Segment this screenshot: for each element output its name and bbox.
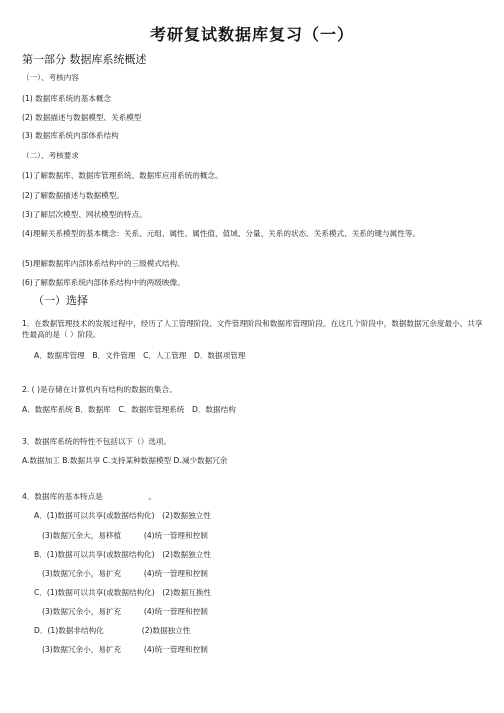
question-2-text: 2. ( )是存储在计算机内有结构的数据的集合。 [22, 385, 177, 394]
page-title: 考研复试数据库复习（一） [149, 25, 354, 44]
exam-content-item: (3) 数据库系统内部体系结构 [22, 131, 119, 140]
question-1-options: A．数据库管理 B．文件管理 C．人工管理 D．数据项管理 [34, 351, 246, 360]
question-4-option-line: (3)数据冗余大，易移植 (4)统一管理和控制 [42, 531, 208, 540]
exam-requirement-item: (2)了解数据描述与数据模型。 [22, 191, 124, 200]
exam-requirement-item: (3)了解层次模型、网状模型的特点。 [22, 210, 147, 219]
exam-requirement-item: (5)理解数据库内部体系结构中的三级模式结构。 [22, 259, 185, 268]
question-4-text: 4．数据库的基本特点是 。 [22, 492, 156, 501]
question-1-text: 1．在数据管理技术的发展过程中，经历了人工管理阶段、文件管理阶段和数据库管理阶段。在这几个阶段中，数据数据冗余度最小、共享性最高的是（ ）阶段。 [22, 319, 483, 339]
exam-requirement-item: (4)理解关系模型的基本概念：关系、元组、属性、属性值、值域、分量、关系的状态、关系模式、关系的键与属性等。 [22, 229, 421, 238]
question-4-option-line: D．(1)数据非结构化 (2)数据独立性 [34, 626, 191, 635]
question-4-option-line: (3)数据冗余小，易扩充 (4)统一管理和控制 [42, 569, 208, 578]
question-4-option-line: (3)数据冗余小，易扩充 (4)统一管理和控制 [42, 645, 208, 654]
exam-content-heading: （一）、考核内容 [22, 73, 79, 82]
exam-requirement-item: (1)了解数据库、数据库管理系统、数据库应用系统的概念。 [22, 171, 223, 180]
question-4-option-line: (3)数据冗余小，易扩充 (4)统一管理和控制 [42, 607, 208, 616]
question-2-options: A．数据库系统 B．数据库 C．数据库管理系统 D．数据结构 [22, 405, 236, 414]
question-3-text: 3．数据库系统的特性不包括以下（）选项。 [22, 437, 172, 446]
choice-section-heading: （一）选择 [33, 294, 88, 307]
exam-requirements-heading: （二）、考核要求 [22, 151, 79, 160]
exam-content-item: (2) 数据描述与数据模型、关系模型 [22, 113, 142, 122]
question-4-option-line: A．(1)数据可以共享(或数据结构化) (2)数据独立性 [34, 511, 211, 520]
question-4-option-line: C．(1)数据可以共享(或数据结构化) (2)数据互换性 [34, 588, 212, 597]
part-heading: 第一部分 数据库系统概述 [22, 53, 147, 66]
exam-content-item: (1) 数据库系统的基本概念 [22, 94, 112, 103]
exam-requirement-item: (6)了解数据库系统内部体系结构中的两级映像。 [22, 278, 185, 287]
question-3-options: A.数据加工 B.数据共享 C.支持某种数据模型 D.减少数据冗余 [22, 456, 228, 465]
question-4-option-line: B．(1)数据可以共享(或数据结构化) (2)数据独立性 [34, 550, 211, 559]
